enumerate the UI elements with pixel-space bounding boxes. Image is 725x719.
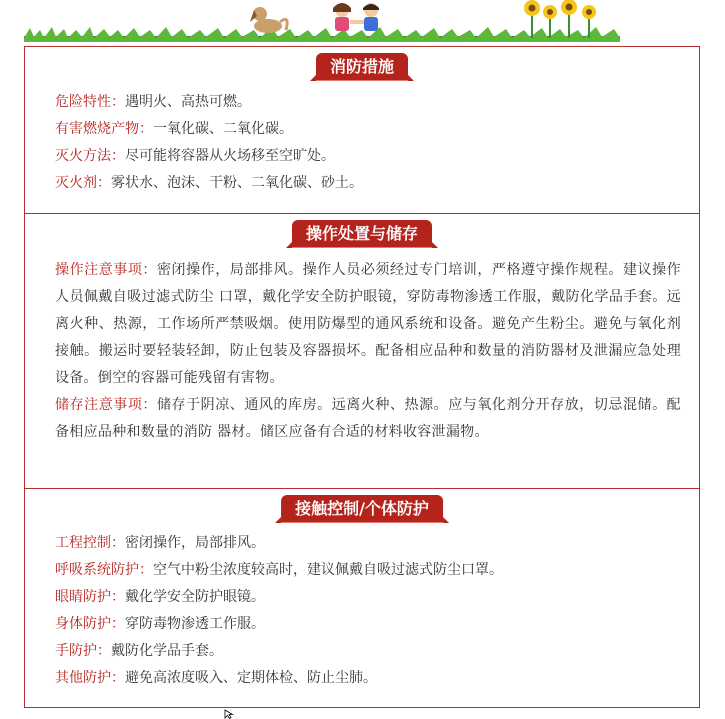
- section-title: 消防措施: [316, 53, 408, 81]
- item-value: 储存于阴凉、通风的库房。远离火种、热源。应与氧化剂分开存放，切忌混储。配备相应品种和数量的消防 器材。储区应备有合适的材料收容泄漏物。: [55, 397, 681, 440]
- section-exposure-control: [24, 488, 700, 708]
- item-label: 身体防护: [55, 616, 111, 632]
- list-item: 操作注意事项：密闭操作，局部排风。操作人员必须经过专门培训，严格遵守操作规程。建议操作人员佩戴自吸过滤式防尘 口罩，戴化学安全防护眼镜，穿防毒物渗透工作服，戴防化学品手套。远离火种、热源，工作场所严禁吸烟。使用防爆型的通风系统和设备。避免产生粉尘。避免与氧化剂接触。搬运时要轻装轻卸，防止包装及容器损坏。配备相应品种和数量的消防器材及泄漏应急处理设备。倒空的容器可能残留有害物。: [55, 262, 681, 386]
- item-value: 遇明火、高热可燃。: [125, 94, 251, 110]
- item-label: 有害燃烧产物: [55, 121, 139, 137]
- item-label: 眼睛防护: [55, 589, 111, 605]
- section-title: 接触控制/个体防护: [281, 495, 443, 523]
- list-item: 灭火剂：雾状水、泡沫、干粉、二氧化碳、砂土。: [55, 175, 363, 191]
- list-item: 呼吸系统防护：空气中粉尘浓度较高时，建议佩戴自吸过滤式防尘口罩。: [55, 562, 503, 578]
- item-value: 雾状水、泡沫、干粉、二氧化碳、砂土。: [111, 175, 363, 191]
- list-item: 有害燃烧产物：一氧化碳、二氧化碳。: [55, 121, 293, 137]
- section-title: 操作处置与储存: [292, 220, 432, 248]
- item-value: 戴化学安全防护眼镜。: [125, 589, 265, 605]
- item-label: 危险特性: [55, 94, 111, 110]
- item-value: 一氧化碳、二氧化碳。: [153, 121, 293, 137]
- item-label: 灭火方法: [55, 148, 111, 164]
- dog-icon: [250, 7, 287, 33]
- list-item: 其他防护：避免高浓度吸入、定期体检、防止尘肺。: [55, 670, 377, 686]
- list-item: 手防护：戴防化学品手套。: [55, 643, 223, 659]
- item-label: 储存注意事项: [55, 397, 143, 413]
- list-item: 危险特性：遇明火、高热可燃。: [55, 94, 251, 110]
- item-value: 尽可能将容器从火场移至空旷处。: [125, 148, 335, 164]
- item-label: 手防护: [55, 643, 97, 659]
- list-item: 工程控制：密闭操作，局部排风。: [55, 535, 265, 551]
- item-value: 空气中粉尘浓度较高时，建议佩戴自吸过滤式防尘口罩。: [153, 562, 503, 578]
- item-value: 戴防化学品手套。: [111, 643, 223, 659]
- list-item: 储存注意事项：储存于阴凉、通风的库房。远离火种、热源。应与氧化剂分开存放，切忌混储。配备相应品种和数量的消防 器材。储区应备有合适的材料收容泄漏物。: [55, 397, 681, 440]
- item-label: 灭火剂: [55, 175, 97, 191]
- item-label: 其他防护: [55, 670, 111, 686]
- item-value: 穿防毒物渗透工作服。: [125, 616, 265, 632]
- section-handling-storage: [24, 213, 700, 489]
- item-label: 操作注意事项: [55, 262, 143, 278]
- list-item: 眼睛防护：戴化学安全防护眼镜。: [55, 589, 265, 605]
- item-label: 呼吸系统防护: [55, 562, 139, 578]
- children-icon: [333, 3, 379, 31]
- list-item: 身体防护：穿防毒物渗透工作服。: [55, 616, 265, 632]
- item-value: 避免高浓度吸入、定期体检、防止尘肺。: [125, 670, 377, 686]
- section-fire-measures: [24, 46, 700, 214]
- item-label: 工程控制: [55, 535, 111, 551]
- banner-illustration: [24, 0, 620, 44]
- list-item: 灭火方法：尽可能将容器从火场移至空旷处。: [55, 148, 335, 164]
- item-value: 密闭操作，局部排风。操作人员必须经过专门培训，严格遵守操作规程。建议操作人员佩戴自吸过滤式防尘 口罩，戴化学安全防护眼镜，穿防毒物渗透工作服，戴防化学品手套。远离火种、热源，工作场所严禁吸烟。使用防爆型的通风系统和设备。避免产生粉尘。避免与氧化剂接触。搬运时要轻装轻卸，防止包装及容器损坏。配备相应品种和数量的消防器材及泄漏应急处理设备。倒空的容器可能残留有害物。: [55, 262, 681, 386]
- item-value: 密闭操作，局部排风。: [125, 535, 265, 551]
